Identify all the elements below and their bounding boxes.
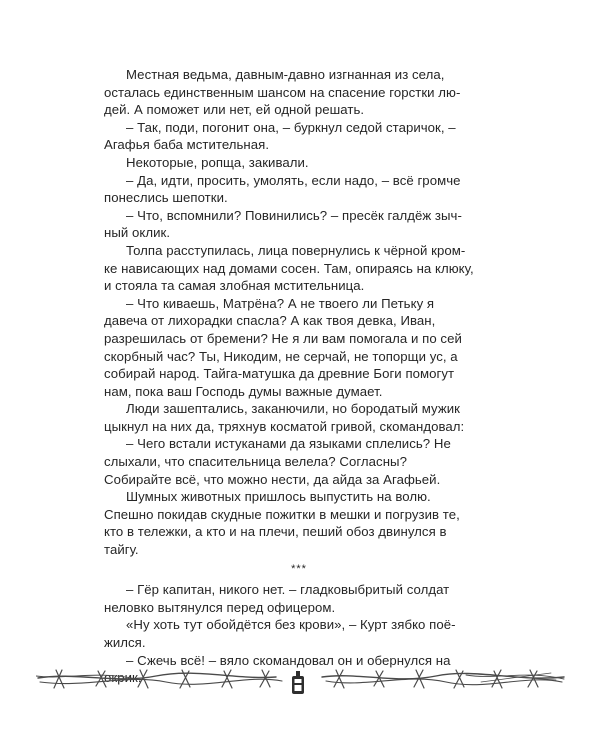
paragraph [104, 66, 494, 119]
text-line: Толпа расступилась, лица повернулись к чёрной кром- [126, 242, 466, 258]
text-line: слыхали, что спасительница велела? Согласны? [104, 454, 407, 470]
text-line: – Да, идти, просить, умолять, если надо, – всё громче [126, 172, 461, 188]
paragraph [104, 400, 494, 435]
section-separator: *** [291, 562, 307, 575]
text-line: – Что, вспомнили? Повинились? – пресёк галдёж зыч- [126, 207, 462, 223]
text-line: цыкнул на них да, тряхнув косматой гривой, скомандовал: [104, 418, 465, 434]
text-line: ке нависающих над домами сосен. Там, опираясь на клюку, [104, 260, 474, 276]
paragraph [104, 488, 494, 558]
barbed-wire-ornament-svg [36, 658, 566, 698]
text-line: кто в тележки, а кто и на плечи, пеший обоз двинулся в [104, 524, 447, 540]
paragraph [104, 616, 494, 651]
text-line: тайгу. [104, 542, 139, 558]
text-line: – Что киваешь, Матрёна? А не твоего ли Петьку я [126, 295, 435, 311]
text-line: неловко вытянулся перед офицером. [104, 599, 336, 615]
paragraph [104, 119, 494, 154]
page-text [104, 66, 494, 687]
text-line: Шумных животных пришлось выпустить на волю. [126, 489, 431, 505]
text-line: собирай народ. Тайга-матушка да древние Боги помогут [104, 366, 455, 382]
text-line: – Гёр капитан, никого нет. – гладковыбритый солдат [126, 582, 450, 598]
paragraph [104, 172, 494, 207]
text-line: Некоторые, ропща, закивали. [126, 154, 309, 170]
text-line: разрешилась от бремени? Не я ли вам помогала и по сей [104, 330, 462, 346]
text-line: жился. [104, 635, 146, 650]
text-line: понеслись шепотки. [104, 190, 228, 206]
text-line: – Сжечь всё! – вяло скомандовал он и обернулся на [126, 652, 451, 668]
text-line: Агафья баба мстительная. [104, 137, 270, 153]
text-line: Люди зашептались, заканючили, но бородатый мужик [126, 401, 460, 417]
paragraph [104, 581, 494, 616]
text-line: – Чего встали истуканами да языками сплелись? Не [126, 436, 451, 452]
paragraph [104, 435, 494, 488]
text-line: скорбный час? Ты, Никодим, не серчай, не топорщи ус, а [104, 348, 458, 364]
text-line: ный оклик. [104, 225, 171, 241]
text-line: Местная ведьма, давным-давно изгнанная из села, [126, 67, 445, 82]
text-line: нам, пока ваш Господь думы важные думает. [104, 383, 383, 399]
paragraph [104, 242, 494, 295]
text-line: Собирайте всё, что можно нести, да айда за Агафьей. [104, 471, 441, 487]
paragraph [104, 207, 494, 242]
paragraph [104, 295, 494, 401]
text-line: «Ну хоть тут обойдётся без крови», – Курт зябко поё- [126, 617, 456, 633]
text-line: и стояла та самая злобная мстительница. [104, 278, 365, 294]
barbed-wire-ornament [36, 658, 566, 698]
text-line: окрик. [104, 670, 142, 686]
text-line: давеча от лихорадки спасла? А как твоя девка, Иван, [104, 313, 436, 329]
text-line: осталась единственным шансом на спасение горстки лю- [104, 84, 461, 100]
paragraph [104, 154, 494, 172]
page-number-badge-icon [292, 671, 304, 694]
text-line: – Так, поди, погонит она, – буркнул седой старичок, – [126, 119, 456, 135]
text-line: дей. А поможет или нет, ей одной решать. [104, 102, 365, 118]
text-line: Спешно покидав скудные пожитки в мешки и погрузив те, [104, 506, 460, 522]
